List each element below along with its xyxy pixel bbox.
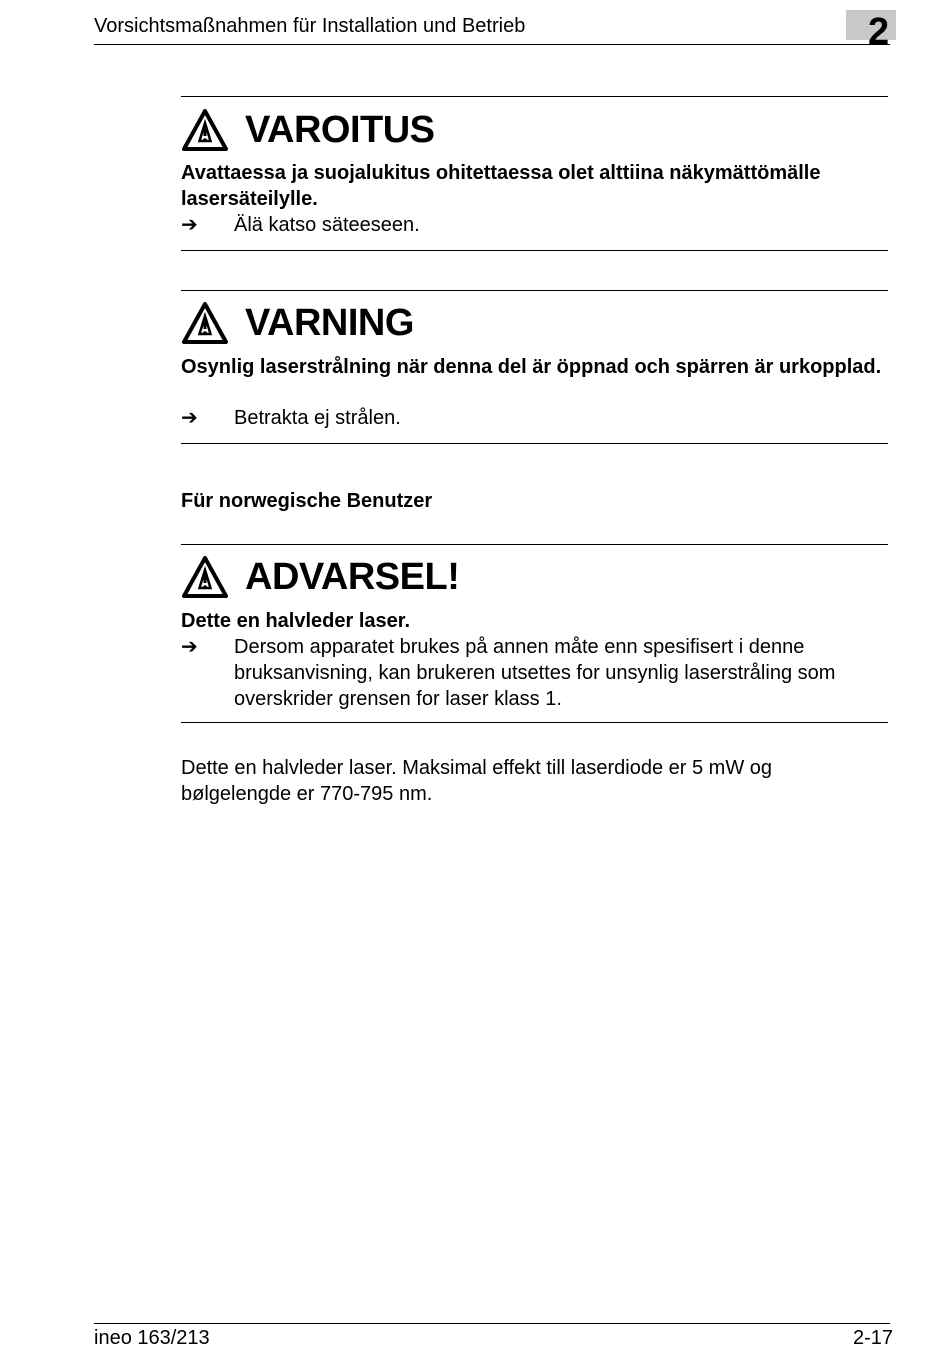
warning-step-text: Betrakta ej strålen.	[234, 407, 401, 429]
warning-bottom-divider	[181, 722, 888, 723]
warning-triangle-icon	[181, 108, 229, 152]
chapter-number: 2	[868, 11, 890, 53]
warning-top-divider	[181, 544, 888, 545]
warning-title: ADVARSEL!	[245, 556, 460, 598]
warning-top-divider	[181, 290, 888, 291]
warning-title: VARNING	[245, 302, 414, 344]
warning-step	[181, 634, 886, 712]
arrow-icon: ➔	[181, 407, 198, 429]
warning-triangle-icon	[181, 555, 229, 599]
body-paragraph: Dette en halvleder laser. Maksimal effekt till laserdiode er 5 mW og bølgelengde er 770-795 nm.	[181, 757, 773, 805]
warning-statement: Osynlig laserstrålning när denna del är öppnad och spärren är urkopplad.	[181, 356, 882, 378]
footer-page-number: 2-17	[852, 1327, 893, 1349]
warning-statement: Dette en halvleder laser.	[181, 610, 411, 632]
running-header-title: Vorsichtsmaßnahmen für Installation und Betrieb	[94, 15, 526, 37]
warning-step	[181, 405, 886, 431]
warning-step	[181, 212, 886, 238]
warning-heading	[181, 105, 435, 155]
section-heading: Für norwegische Benutzer	[181, 490, 433, 512]
arrow-icon: ➔	[181, 214, 198, 236]
warning-heading	[181, 298, 414, 348]
warning-triangle-icon	[181, 301, 229, 345]
footer-model: ineo 163/213	[94, 1327, 210, 1349]
warning-heading	[181, 552, 459, 602]
warning-statement: Avattaessa ja suojalukitus ohitettaessa olet alttiina näkymättömälle lasersäteilylle.	[181, 162, 821, 210]
warning-bottom-divider	[181, 250, 888, 251]
warning-title: VAROITUS	[245, 109, 435, 151]
warning-top-divider	[181, 96, 888, 97]
footer-divider	[94, 1323, 890, 1324]
warning-step-text: Älä katso säteeseen.	[234, 214, 420, 236]
warning-bottom-divider	[181, 443, 888, 444]
arrow-icon: ➔	[181, 636, 198, 658]
header-divider	[94, 44, 890, 45]
warning-step-text: Dersom apparatet brukes på annen måte enn spesifisert i denne bruksanvisning, kan brukeren utsettes for unsynlig laserstråling som overskrider grensen for laser klass 1.	[234, 636, 836, 710]
